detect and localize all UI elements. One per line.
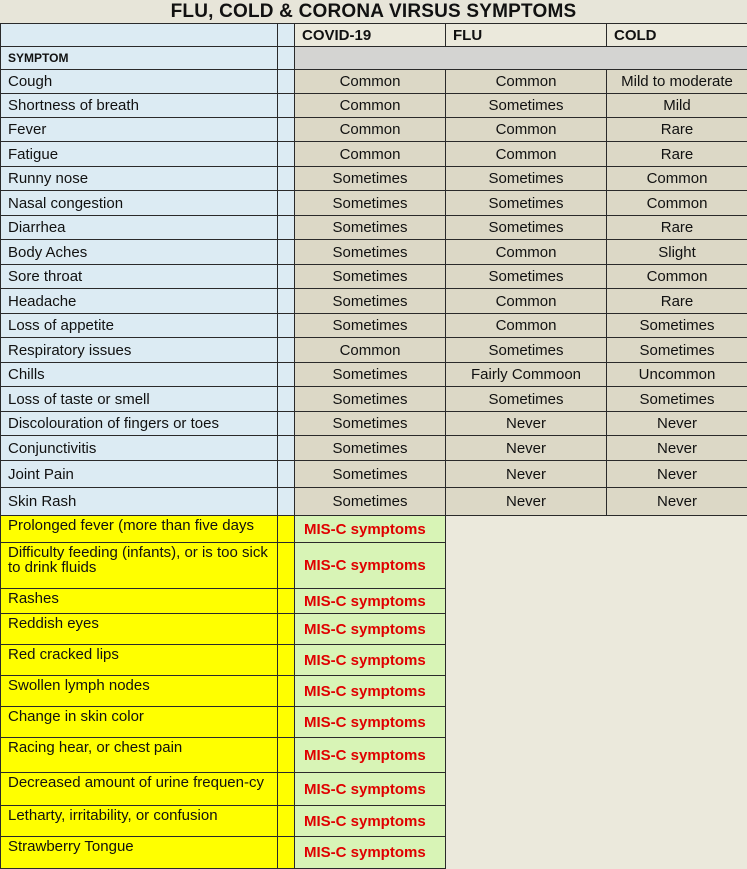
symptom-cell: Joint Pain xyxy=(1,461,278,488)
mis-c-row xyxy=(1,614,747,645)
mis-c-label-cell: MIS-C symptoms xyxy=(295,806,446,837)
subheader-gap xyxy=(278,47,295,70)
covid-cell: Sometimes xyxy=(295,436,446,461)
mis-c-label-cell: MIS-C symptoms xyxy=(295,614,446,645)
mis-c-row xyxy=(1,676,747,707)
column-header-symptom: SYMPTOM xyxy=(1,47,278,70)
mis-c-gap xyxy=(278,589,295,614)
column-header-covid: COVID-19 xyxy=(295,24,446,47)
empty-cell xyxy=(446,676,747,707)
table-row xyxy=(1,412,747,436)
column-header-flu: FLU xyxy=(446,24,607,47)
table-row xyxy=(1,363,747,387)
table-row xyxy=(1,191,747,216)
covid-cell: Common xyxy=(295,142,446,167)
table-row xyxy=(1,240,747,265)
mis-c-row xyxy=(1,707,747,738)
table-row xyxy=(1,436,747,461)
flu-cell: Never xyxy=(446,461,607,488)
table-row xyxy=(1,216,747,240)
column-header-cold: COLD xyxy=(607,24,747,47)
cold-cell: Sometimes xyxy=(607,338,747,363)
row-gap xyxy=(278,412,295,436)
cold-cell: Rare xyxy=(607,289,747,314)
covid-cell: Sometimes xyxy=(295,265,446,289)
flu-cell: Never xyxy=(446,412,607,436)
row-gap xyxy=(278,314,295,338)
covid-cell: Sometimes xyxy=(295,314,446,338)
covid-cell: Common xyxy=(295,94,446,118)
symptom-cell: Loss of taste or smell xyxy=(1,387,278,412)
mis-c-symptom-cell: Decreased amount of urine frequen-cy xyxy=(1,773,278,806)
symptom-cell: Conjunctivitis xyxy=(1,436,278,461)
mis-c-gap xyxy=(278,516,295,543)
symptom-cell: Sore throat xyxy=(1,265,278,289)
cold-cell: Sometimes xyxy=(607,387,747,412)
mis-c-gap xyxy=(278,707,295,738)
mis-c-row xyxy=(1,738,747,773)
covid-cell: Sometimes xyxy=(295,412,446,436)
covid-cell: Sometimes xyxy=(295,387,446,412)
empty-cell xyxy=(446,543,747,589)
cold-cell: Uncommon xyxy=(607,363,747,387)
cold-cell: Sometimes xyxy=(607,314,747,338)
mis-c-gap xyxy=(278,676,295,707)
cold-cell: Never xyxy=(607,436,747,461)
row-gap xyxy=(278,216,295,240)
symptom-cell: Shortness of breath xyxy=(1,94,278,118)
cold-cell: Rare xyxy=(607,142,747,167)
covid-cell: Sometimes xyxy=(295,167,446,191)
flu-cell: Sometimes xyxy=(446,265,607,289)
row-gap xyxy=(278,387,295,412)
table-row xyxy=(1,488,747,516)
covid-cell: Sometimes xyxy=(295,240,446,265)
table-row xyxy=(1,167,747,191)
symptom-cell: Fever xyxy=(1,118,278,142)
row-gap xyxy=(278,265,295,289)
symptom-cell: Discolouration of fingers or toes xyxy=(1,412,278,436)
covid-cell: Common xyxy=(295,118,446,142)
covid-cell: Sometimes xyxy=(295,488,446,516)
row-gap xyxy=(278,461,295,488)
flu-cell: Sometimes xyxy=(446,338,607,363)
row-gap xyxy=(278,338,295,363)
symptom-cell: Loss of appetite xyxy=(1,314,278,338)
flu-cell: Common xyxy=(446,118,607,142)
mis-c-symptom-cell: Swollen lymph nodes xyxy=(1,676,278,707)
empty-cell xyxy=(446,707,747,738)
table-row xyxy=(1,314,747,338)
mis-c-gap xyxy=(278,773,295,806)
empty-cell xyxy=(446,645,747,676)
empty-cell xyxy=(446,614,747,645)
mis-c-label-cell: MIS-C symptoms xyxy=(295,837,446,869)
header-gap xyxy=(278,24,295,47)
flu-cell: Never xyxy=(446,488,607,516)
row-gap xyxy=(278,118,295,142)
symptom-cell: Headache xyxy=(1,289,278,314)
covid-cell: Sometimes xyxy=(295,216,446,240)
empty-cell xyxy=(446,806,747,837)
symptom-cell: Skin Rash xyxy=(1,488,278,516)
table-row xyxy=(1,387,747,412)
row-gap xyxy=(278,142,295,167)
row-gap xyxy=(278,488,295,516)
symptoms-table xyxy=(0,23,747,869)
table-row xyxy=(1,461,747,488)
page-title: FLU, COLD & CORONA VIRSUS SYMPTOMS xyxy=(0,0,747,24)
flu-cell: Common xyxy=(446,289,607,314)
mis-c-symptom-cell: Rashes xyxy=(1,589,278,614)
cold-cell: Slight xyxy=(607,240,747,265)
cold-cell: Rare xyxy=(607,216,747,240)
flu-cell: Sometimes xyxy=(446,94,607,118)
table-row xyxy=(1,142,747,167)
mis-c-gap xyxy=(278,645,295,676)
table-row xyxy=(1,265,747,289)
mis-c-row xyxy=(1,645,747,676)
mis-c-symptom-cell: Prolonged fever (more than five days xyxy=(1,516,278,543)
row-gap xyxy=(278,191,295,216)
mis-c-symptom-cell: Difficulty feeding (infants), or is too sick to drink fluids xyxy=(1,543,278,589)
symptom-cell: Runny nose xyxy=(1,167,278,191)
mis-c-label-cell: MIS-C symptoms xyxy=(295,516,446,543)
mis-c-row xyxy=(1,589,747,614)
mis-c-label-cell: MIS-C symptoms xyxy=(295,543,446,589)
row-gap xyxy=(278,167,295,191)
cold-cell: Never xyxy=(607,488,747,516)
empty-cell xyxy=(446,773,747,806)
table-row xyxy=(1,94,747,118)
mis-c-symptom-cell: Change in skin color xyxy=(1,707,278,738)
mis-c-row xyxy=(1,543,747,589)
table-row xyxy=(1,118,747,142)
mis-c-label-cell: MIS-C symptoms xyxy=(295,738,446,773)
flu-cell: Common xyxy=(446,70,607,94)
mis-c-symptom-cell: Racing hear, or chest pain xyxy=(1,738,278,773)
cold-cell: Common xyxy=(607,191,747,216)
table-row xyxy=(1,70,747,94)
row-gap xyxy=(278,240,295,265)
cold-cell: Common xyxy=(607,265,747,289)
cold-cell: Common xyxy=(607,167,747,191)
empty-cell xyxy=(446,516,747,543)
symptom-cell: Nasal congestion xyxy=(1,191,278,216)
mis-c-symptom-cell: Red cracked lips xyxy=(1,645,278,676)
mis-c-gap xyxy=(278,614,295,645)
covid-cell: Common xyxy=(295,338,446,363)
row-gap xyxy=(278,289,295,314)
flu-cell: Fairly Commoon xyxy=(446,363,607,387)
header-row xyxy=(1,24,747,47)
symptom-cell: Fatigue xyxy=(1,142,278,167)
mis-c-symptom-cell: Letharty, irritability, or confusion xyxy=(1,806,278,837)
mis-c-label-cell: MIS-C symptoms xyxy=(295,645,446,676)
row-gap xyxy=(278,436,295,461)
flu-cell: Never xyxy=(446,436,607,461)
flu-cell: Common xyxy=(446,142,607,167)
mis-c-symptom-cell: Strawberry Tongue xyxy=(1,837,278,869)
mis-c-gap xyxy=(278,806,295,837)
symptom-cell: Chills xyxy=(1,363,278,387)
mis-c-label-cell: MIS-C symptoms xyxy=(295,773,446,806)
mis-c-row xyxy=(1,806,747,837)
mis-c-label-cell: MIS-C symptoms xyxy=(295,676,446,707)
flu-cell: Sometimes xyxy=(446,191,607,216)
mis-c-symptom-cell: Reddish eyes xyxy=(1,614,278,645)
table-row xyxy=(1,338,747,363)
header-blank xyxy=(1,24,278,47)
cold-cell: Mild xyxy=(607,94,747,118)
subheader-bar xyxy=(295,47,747,70)
covid-cell: Sometimes xyxy=(295,289,446,314)
mis-c-label-cell: MIS-C symptoms xyxy=(295,707,446,738)
row-gap xyxy=(278,363,295,387)
subheader-row xyxy=(1,47,747,70)
cold-cell: Mild to moderate xyxy=(607,70,747,94)
symptom-cell: Diarrhea xyxy=(1,216,278,240)
mis-c-gap xyxy=(278,543,295,589)
flu-cell: Common xyxy=(446,314,607,338)
empty-cell xyxy=(446,738,747,773)
mis-c-gap xyxy=(278,738,295,773)
cold-cell: Never xyxy=(607,461,747,488)
flu-cell: Common xyxy=(446,240,607,265)
mis-c-label-cell: MIS-C symptoms xyxy=(295,589,446,614)
row-gap xyxy=(278,70,295,94)
covid-cell: Sometimes xyxy=(295,461,446,488)
cold-cell: Rare xyxy=(607,118,747,142)
symptom-cell: Body Aches xyxy=(1,240,278,265)
mis-c-row xyxy=(1,773,747,806)
symptom-cell: Cough xyxy=(1,70,278,94)
covid-cell: Common xyxy=(295,70,446,94)
covid-cell: Sometimes xyxy=(295,191,446,216)
mis-c-row xyxy=(1,516,747,543)
flu-cell: Sometimes xyxy=(446,167,607,191)
covid-cell: Sometimes xyxy=(295,363,446,387)
symptom-cell: Respiratory issues xyxy=(1,338,278,363)
cold-cell: Never xyxy=(607,412,747,436)
empty-cell xyxy=(446,589,747,614)
table-row xyxy=(1,289,747,314)
flu-cell: Sometimes xyxy=(446,216,607,240)
row-gap xyxy=(278,94,295,118)
flu-cell: Sometimes xyxy=(446,387,607,412)
